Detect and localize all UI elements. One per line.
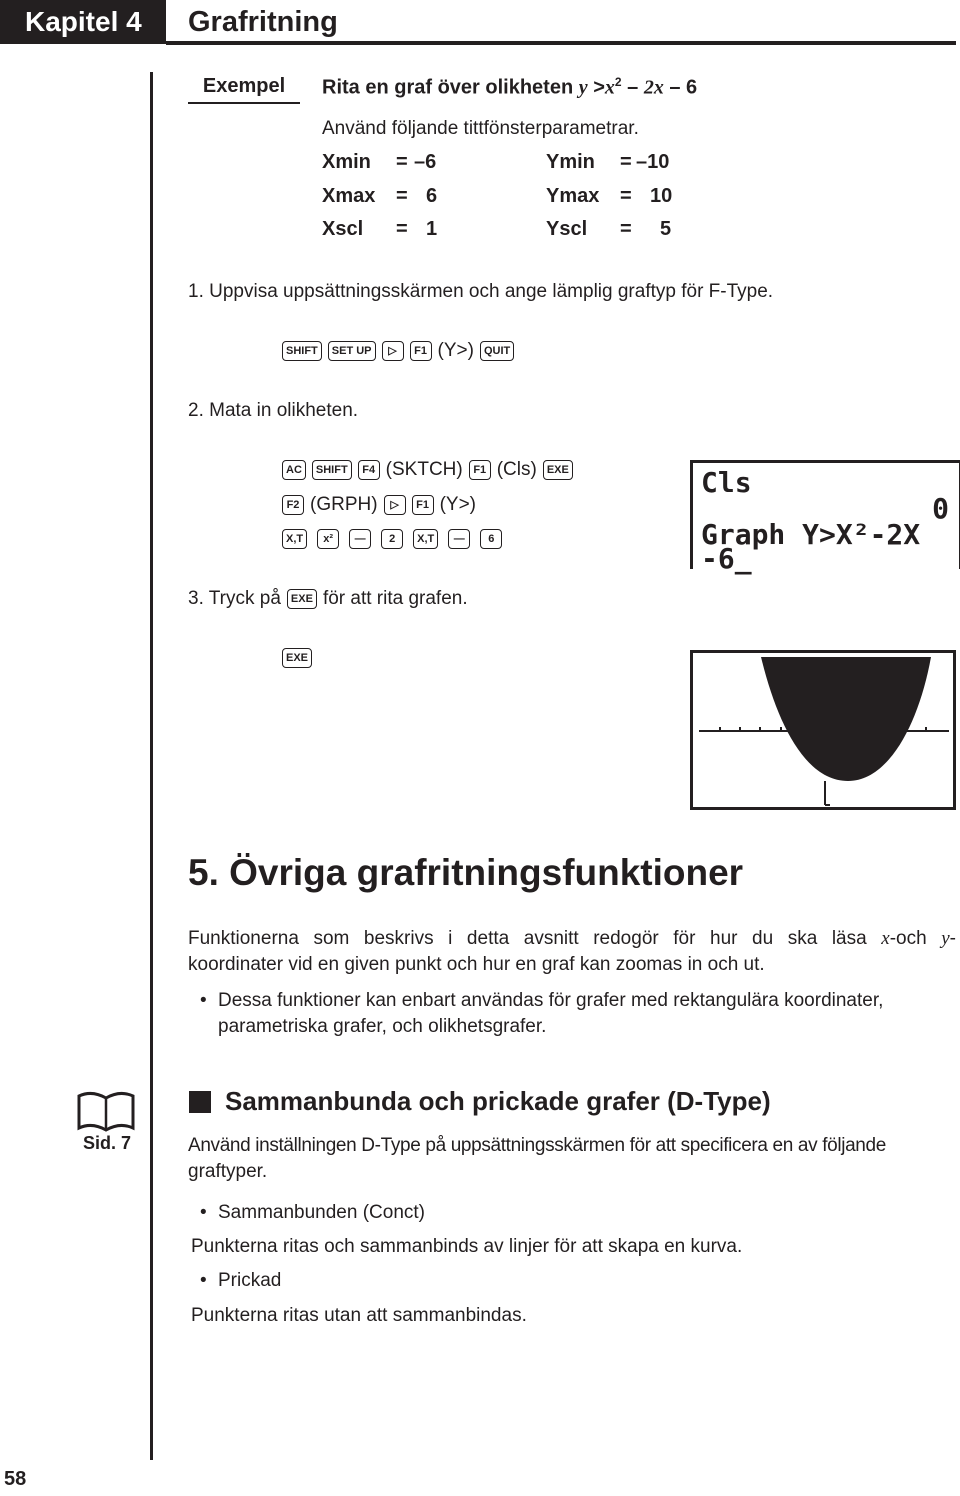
example-underline bbox=[188, 102, 300, 104]
key-caption: (Cls) bbox=[496, 459, 537, 480]
exe-key: EXE bbox=[287, 589, 317, 609]
inequality-graph bbox=[693, 653, 953, 807]
task-exp: 2 bbox=[614, 75, 622, 89]
item-label: Sammanbunden (Conct) bbox=[218, 1202, 425, 1223]
step-3-after: för att rita grafen. bbox=[322, 588, 468, 609]
section-5-intro bbox=[188, 926, 956, 952]
exe-key: EXE bbox=[543, 460, 573, 480]
param-eq: = bbox=[396, 185, 408, 207]
intro-text: - bbox=[949, 928, 956, 949]
book-icon bbox=[76, 1090, 136, 1132]
key-sequence-2c bbox=[282, 529, 502, 549]
right-arrow-key: ▷ bbox=[382, 341, 404, 361]
xt-key: X,T bbox=[282, 529, 307, 549]
param-name: Ymax bbox=[546, 185, 600, 207]
param-eq: = bbox=[396, 218, 408, 240]
example-label: Exempel bbox=[202, 75, 286, 97]
chapter-title: Grafritning bbox=[188, 6, 338, 38]
key-sequence-1 bbox=[282, 340, 514, 362]
intro-x: x bbox=[881, 928, 890, 949]
subsection-intro: Använd inställningen D-Type på uppsättningsskärmen för att specificera en av följande bbox=[188, 1135, 886, 1156]
step-2-text: 2. Mata in olikheten. bbox=[188, 400, 359, 421]
example-intro: Använd följande tittfönsterparametrar. bbox=[322, 118, 639, 139]
param-value: 1 bbox=[426, 218, 438, 240]
shaded-region bbox=[761, 657, 931, 781]
param-eq: = bbox=[620, 151, 632, 173]
step-3-text bbox=[188, 588, 468, 610]
header-rule bbox=[166, 41, 956, 45]
minus-key: — bbox=[349, 529, 371, 549]
chapter-label: Kapitel 4 bbox=[0, 0, 166, 44]
task-rest: – 6 bbox=[669, 76, 698, 99]
page-reference: Sid. 7 bbox=[83, 1133, 132, 1153]
item-description: Punkterna ritas utan att sammanbindas. bbox=[191, 1305, 527, 1326]
param-eq: = bbox=[620, 218, 632, 240]
screen-line: 0 bbox=[932, 492, 949, 525]
xt-key: X,T bbox=[413, 529, 438, 549]
task-gt: > bbox=[593, 76, 605, 99]
margin-line bbox=[150, 72, 153, 1460]
f1-key: F1 bbox=[412, 495, 434, 515]
param-name: Xmin bbox=[322, 151, 371, 173]
f1-key: F1 bbox=[469, 460, 491, 480]
screen-line: Cls bbox=[701, 466, 752, 499]
section-square-icon bbox=[189, 1091, 211, 1113]
subsection-title: Sammanbunda och prickade grafer (D-Type) bbox=[225, 1086, 771, 1116]
param-value: 10 bbox=[650, 185, 673, 207]
screen-line: -6_ bbox=[701, 542, 752, 575]
f2-key: F2 bbox=[282, 495, 304, 515]
key-sequence-3 bbox=[282, 648, 312, 668]
task-2x: 2x bbox=[643, 76, 664, 99]
param-value: 5 bbox=[660, 218, 672, 240]
task-x: x bbox=[604, 76, 615, 99]
key-caption: (Y>) bbox=[437, 340, 474, 361]
section-5-intro-line2: koordinater vid en given punkt och hur en graf kan zoomas in och ut. bbox=[188, 954, 765, 975]
section-5-bullet-line2: parametriska grafer, och olikhetsgrafer. bbox=[218, 1016, 547, 1037]
key-sequence-2a bbox=[282, 459, 573, 481]
two-key: 2 bbox=[381, 529, 403, 549]
right-arrow-key: ▷ bbox=[384, 495, 406, 515]
key-sequence-2b bbox=[282, 494, 476, 516]
x-squared-key: x² bbox=[317, 529, 339, 549]
intro-text: Funktionerna som beskrivs i detta avsnitt redogör för hur du ska läsa bbox=[188, 928, 867, 949]
param-name: Xscl bbox=[322, 218, 364, 240]
bullet-dot: • bbox=[200, 1202, 207, 1223]
param-name: Yscl bbox=[546, 218, 588, 240]
page-number: 58 bbox=[4, 1468, 27, 1490]
intro-y: y bbox=[941, 928, 950, 949]
ac-key: AC bbox=[282, 460, 306, 480]
step-1-text: 1. Uppvisa uppsättningsskärmen och ange lämplig graftyp för F-Type. bbox=[188, 281, 774, 302]
section-5-title: 5. Övriga grafritningsfunktioner bbox=[188, 852, 744, 893]
six-key: 6 bbox=[480, 529, 502, 549]
item-description: Punkterna ritas och sammanbinds av linjer för att skapa en kurva. bbox=[191, 1236, 743, 1257]
param-name: Ymin bbox=[546, 151, 595, 173]
item-label: Prickad bbox=[218, 1270, 282, 1291]
param-eq: = bbox=[620, 185, 632, 207]
intro-text: -och bbox=[889, 928, 927, 949]
calculator-screen-input bbox=[690, 460, 960, 575]
f4-key: F4 bbox=[358, 460, 380, 480]
task-y: y bbox=[578, 76, 588, 99]
param-value: –10 bbox=[636, 151, 670, 173]
subsection-intro-line2: graftyper. bbox=[188, 1161, 268, 1182]
key-caption: (GRPH) bbox=[310, 494, 378, 515]
param-eq: = bbox=[396, 151, 408, 173]
section-5-bullet: Dessa funktioner kan enbart användas för grafer med rektangulära koordinater, bbox=[218, 990, 884, 1011]
task-text: Rita en graf över olikheten bbox=[322, 76, 574, 99]
key-caption: (SKTCH) bbox=[385, 459, 463, 480]
shift-key: SHIFT bbox=[282, 341, 322, 361]
param-name: Xmax bbox=[322, 185, 376, 207]
key-caption: (Y>) bbox=[439, 494, 476, 515]
param-value: –6 bbox=[414, 151, 437, 173]
f1-key: F1 bbox=[410, 341, 432, 361]
bullet-dot: • bbox=[200, 990, 207, 1011]
example-task bbox=[322, 75, 697, 100]
exe-key: EXE bbox=[282, 648, 312, 668]
quit-key: QUIT bbox=[480, 341, 514, 361]
screen-line: Graph Y>X²-2X bbox=[701, 518, 921, 551]
step-3-before: 3. Tryck på bbox=[188, 588, 281, 609]
bullet-dot: • bbox=[200, 1270, 207, 1291]
calculator-screen-graph bbox=[690, 650, 956, 810]
setup-key: SET UP bbox=[328, 341, 376, 361]
minus-key: — bbox=[448, 529, 470, 549]
shift-key: SHIFT bbox=[312, 460, 352, 480]
param-value: 6 bbox=[426, 185, 438, 207]
task-minus: – bbox=[627, 76, 639, 99]
